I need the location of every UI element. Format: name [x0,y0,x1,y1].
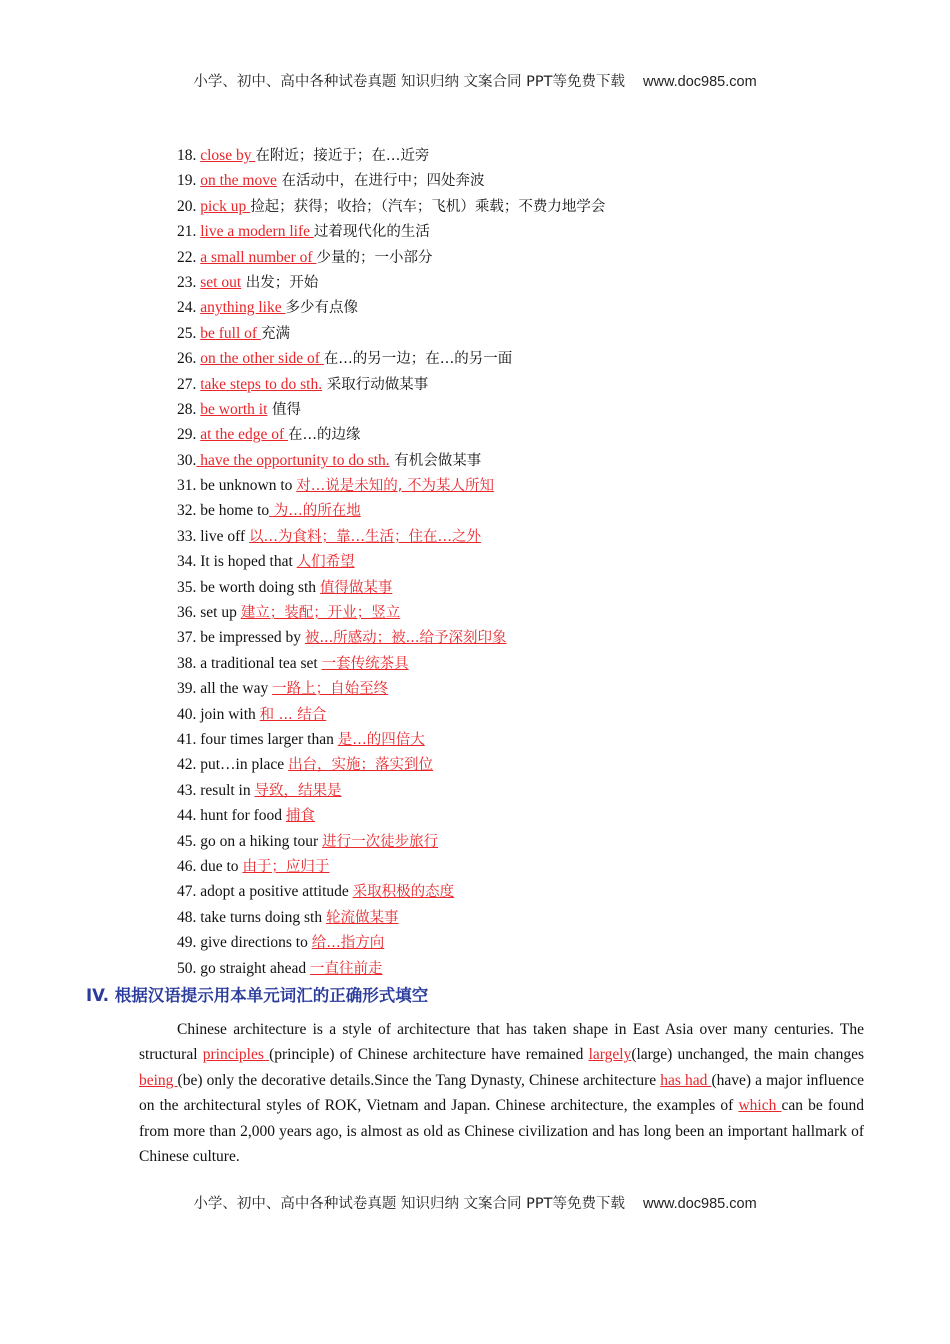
item-phrase: hunt for food [200,807,286,825]
item-answer: 建立；装配；开业；竖立 [240,605,401,622]
item-meaning: 过着现代化的生活 [313,224,430,241]
list-item [177,905,605,930]
footer-text: 小学、初中、高中各种试卷真题 知识归纳 文案合同 PPT等免费下载 [193,1196,626,1212]
list-item [177,600,605,625]
list-item [177,372,605,397]
item-number: 37. [177,629,201,647]
list-item [177,727,605,752]
passage-text: (have) a major influence on the architectural styles of ROK, Vietnam and Japan. Chinese architecture, the examples of [139,1071,865,1115]
item-number: 35. [177,578,201,596]
list-item [177,575,605,600]
section-title: IV. 根据汉语提示用本单元词汇的正确形式填空 [86,986,429,1005]
item-answer: 被...所感动；被...给予深刻印象 [304,630,507,647]
item-answer: 对…说是未知的, 不为某人所知 [296,478,494,495]
list-item [177,295,605,320]
passage-answer: principles [202,1046,270,1064]
list-item [177,143,605,168]
item-number: 45. [177,832,201,850]
item-number: 26. [177,350,201,368]
item-meaning: 采取行动做某事 [322,376,429,393]
list-item [177,346,605,371]
list-item [177,676,605,701]
item-answer: on the move [200,172,277,190]
item-meaning: 多少有点像 [285,300,358,317]
footer-site-link[interactable]: www.doc985.com [643,1196,757,1212]
item-answer: at the edge of [200,426,289,444]
item-number: 22. [177,248,201,266]
item-answer: live a modern life [200,223,314,241]
item-phrase: all the way [200,680,273,698]
item-phrase: adopt a positive attitude [200,883,353,901]
item-number: 21. [177,223,201,241]
item-number: 44. [177,807,201,825]
passage-answer: which [738,1097,782,1115]
passage-text: Chinese architecture is a style of architecture that has taken shape in East Asia over many centuries. The structural [139,1021,864,1064]
list-item [177,625,605,650]
item-number: 42. [177,756,201,774]
item-answer: be worth it [200,400,268,418]
item-phrase: be home to [200,502,270,520]
item-number: 43. [177,781,201,799]
item-number: 48. [177,908,201,926]
item-number: 50. [177,959,201,977]
passage-text: (principle) of Chinese architecture have remained [269,1046,589,1064]
item-answer: 是…的四倍大 [337,731,425,748]
item-number: 31. [177,477,201,495]
list-item [177,168,605,193]
list-item [177,473,605,498]
passage-text: (be) only the decorative details.Since the Tang Dynasty, Chinese architecture [177,1071,661,1089]
item-number: 23. [177,273,201,291]
list-item [177,498,605,523]
item-number: 19. [177,172,201,190]
phrase-list [177,143,605,981]
item-answer: 值得做某事 [319,579,393,596]
list-item [177,854,605,879]
item-phrase: put…in place [200,756,289,774]
list-item [177,422,605,447]
item-number: 29. [177,426,201,444]
passage-answer: has had [660,1071,712,1089]
list-item [177,778,605,803]
item-answer: 给…指方向 [311,935,385,952]
item-number: 27. [177,375,201,393]
item-phrase: be unknown to [200,477,297,495]
item-number: 20. [177,197,201,215]
item-number: 46. [177,857,201,875]
item-number: 28. [177,400,201,418]
item-number: 36. [177,604,201,622]
item-answer: 出台，实施；落实到位 [288,757,434,774]
item-phrase: go on a hiking tour [200,832,323,850]
header-site-link[interactable]: www.doc985.com [643,74,757,90]
list-item [177,702,605,727]
item-number: 49. [177,934,201,952]
item-answer: have the opportunity to do sth. [196,451,390,469]
item-answer: 和 ... 结合 [259,706,327,723]
list-item [177,270,605,295]
item-answer: 以…为食料；靠…生活；住在…之外 [249,528,482,545]
item-meaning: 捡起；获得；收拾；（汽车；飞机）乘载；不费力地学会 [250,198,606,215]
header-text: 小学、初中、高中各种试卷真题 知识归纳 文案合同 PPT等免费下载 [193,74,626,90]
item-number: 30. [177,451,197,469]
list-item [177,524,605,549]
page-header [0,70,950,91]
item-phrase: be worth doing sth [200,578,320,596]
item-answer: pick up [200,197,251,215]
item-phrase: set up [200,604,241,622]
item-meaning: 在附近；接近于；在…近旁 [255,148,430,164]
item-answer: 一直往前走 [310,960,383,977]
list-item [177,752,605,777]
item-phrase: four times larger than [200,730,338,748]
item-phrase: live off [200,527,250,545]
item-number: 25. [177,324,201,342]
item-phrase: take turns doing sth [200,908,326,926]
item-answer: 导致，结果是 [254,782,342,799]
item-answer: close by [200,147,256,164]
item-answer: on the other side of [200,350,324,368]
item-answer: 捕食 [285,808,315,825]
item-meaning: 有机会做某事 [389,452,482,469]
item-phrase: join with [200,705,260,723]
item-answer: 为…的所在地 [269,503,361,520]
list-item [177,448,605,473]
item-answer: take steps to do sth. [200,375,323,393]
item-phrase: a traditional tea set [200,654,322,672]
list-item [177,956,605,981]
list-item [177,397,605,422]
list-item [177,930,605,955]
item-number: 38. [177,654,201,672]
item-meaning: 在…的边缘 [288,427,361,444]
list-item [177,549,605,574]
list-item [177,803,605,828]
passage-text: can be found from more than 2,000 years ago, is almost as old as Chinese civilization and has long been an important hallmark of Chinese culture. [139,1097,864,1166]
item-answer: 进行一次徒步旅行 [322,833,439,850]
item-phrase: be impressed by [200,629,305,647]
list-item [177,829,605,854]
item-meaning: 少量的；一小部分 [316,249,433,266]
item-number: 40. [177,705,201,723]
item-phrase: It is hoped that [200,553,297,571]
item-meaning: 充满 [260,325,290,342]
list-item [177,219,605,244]
item-meaning: 值得 [267,401,302,418]
item-number: 24. [177,299,201,317]
item-answer: anything like [200,299,286,317]
item-answer: 一套传统茶具 [321,655,409,672]
list-item [177,245,605,270]
item-number: 39. [177,680,201,698]
list-item [177,879,605,904]
item-number: 32. [177,502,201,520]
item-answer: a small number of [200,248,317,266]
item-answer: be full of [200,324,261,342]
item-answer: 采取积极的态度 [352,884,455,901]
item-answer: 由于；应归于 [242,858,330,875]
item-meaning: 在活动中，在进行中；四处奔波 [276,173,485,190]
item-answer: 轮流做某事 [325,909,399,926]
item-meaning: 在…的另一边；在…的另一面 [323,351,513,368]
item-phrase: give directions to [200,934,312,952]
item-answer: set out [200,273,242,291]
passage-answer: being [139,1071,178,1089]
page-footer [0,1192,950,1213]
item-number: 18. [177,147,201,164]
list-item [177,651,605,676]
item-number: 41. [177,730,201,748]
item-number: 33. [177,527,201,545]
passage-text: (large) unchanged, the main changes [631,1046,864,1064]
item-answer: 人们希望 [296,554,355,571]
passage-paragraph [139,1017,864,1169]
item-meaning: 出发；开始 [241,274,319,291]
item-phrase: result in [200,781,255,799]
item-number: 47. [177,883,201,901]
item-answer: 一路上；自始至终 [272,681,389,698]
list-item [177,194,605,219]
passage-answer: largely [588,1046,632,1064]
item-phrase: go straight ahead [200,959,311,977]
item-phrase: due to [200,857,243,875]
list-item [177,321,605,346]
item-number: 34. [177,553,201,571]
